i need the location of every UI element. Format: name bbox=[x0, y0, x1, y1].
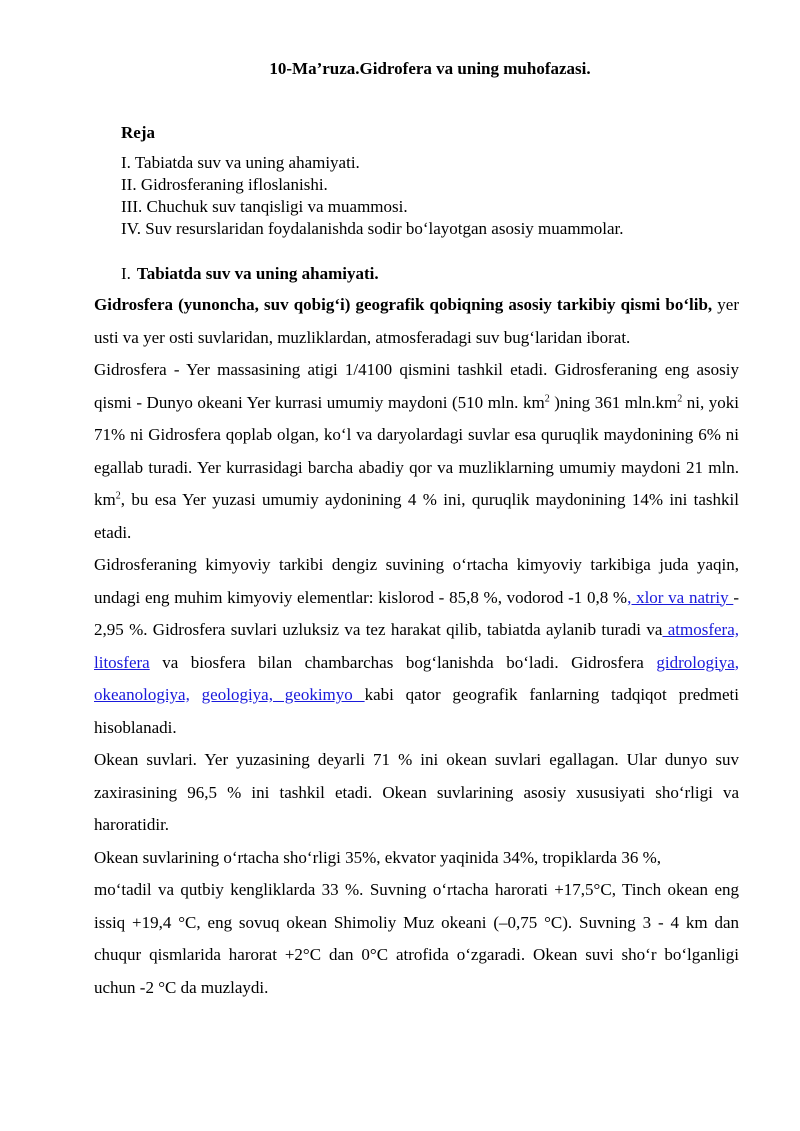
section-title: Tabiatda suv va uning ahamiyati. bbox=[136, 264, 379, 283]
plan-heading: Reja bbox=[121, 123, 155, 142]
chem-text-4 bbox=[190, 685, 202, 704]
area-text-1: Gidrosfera - Yer massasining atigi 1/4100 qismini tashkil etadi. Gidrosferaning eng asosiy qismi - Dunyo okeani Yer kurrasi umumiy maydoni (510 mln. km bbox=[94, 360, 739, 412]
paragraph-ocean-waters: Okean suvlari. Yer yuzasining deyarli 71 % ini okean suvlari egallagan. Ular dunyo suv zaxirasining 96,5 % ini tashkil etadi. Okean suvlarining asosiy xususiyati sho‘rligi va haroratidir. bbox=[94, 750, 739, 834]
body-text bbox=[94, 289, 739, 1004]
plan-item-1: I. Tabiatda suv va uning ahamiyati. bbox=[121, 153, 360, 172]
chem-text-2: - 2,95 %. Gidrosfera suvlari uzluksiz va tez harakat qilib, tabiatda aylanib turadi va bbox=[94, 587, 739, 639]
chem-text-1: Gidrosferaning kimyoviy tarkibi dengiz suvining o‘rtacha kimyoviy tarkibiga juda yaqin, undagi eng muhim kimyoviy elementlar: kislorod - 85,8 %, vodorod -1 0,8 % bbox=[94, 555, 739, 607]
link-geologiya-geokimyo[interactable]: geologiya, geokimyo bbox=[201, 685, 365, 704]
paragraph-ocean-temperature: mo‘tadil va qutbiy kengliklarda 33 %. Suvning o‘rtacha harorati +17,5°C, Tinch okean eng issiq +19,4 °C, eng sovuq okean Shimoliy Muz okeani (–0,75 °C). Suvning 3 - 4 km dan chuqur qismlarida harorat +2°C dan 0°C atrofida o‘zgaradi. Okean suvi sho‘r bo‘lganligi uchun -2 °C da muzlaydi. bbox=[94, 880, 739, 997]
area-text-4: , bu esa Yer yuzasi umumiy aydonining 4 % ini, quruqlik maydonining 14% ini tashkil etadi. bbox=[94, 490, 739, 542]
superscript-2: 2 bbox=[677, 392, 683, 404]
plan-item-2: II. Gidrosferaning ifloslanishi. bbox=[121, 175, 328, 194]
link-xlor-natriy[interactable]: , xlor va natriy bbox=[627, 587, 734, 607]
area-text-2: )ning 361 mln.km bbox=[549, 392, 678, 412]
section-heading bbox=[121, 263, 379, 285]
superscript-2: 2 bbox=[544, 392, 550, 404]
area-text-3: ni, yoki 71% ni Gidrosfera qoplab olgan, ko‘l va daryolardagi suvlar esa quruqlik maydonining 6% ni egallab turadi. Yer kurrasidagi barcha abadiy qor va muzliklarning umumiy maydoni 21 mln. km bbox=[94, 392, 739, 509]
link-gidrologiya-okeanologiya[interactable]: gidrologiya, okeanologiya, bbox=[94, 652, 739, 704]
chem-text-5: kabi qator geografik fanlarning tadqiqot predmeti hisoblanadi. bbox=[94, 685, 740, 737]
paragraph-ocean-salinity: Okean suvlarining o‘rtacha sho‘rligi 35%, ekvator yaqinida 34%, tropiklarda 36 %, bbox=[94, 847, 661, 867]
paragraph-gidrosfera-area bbox=[94, 354, 739, 549]
paragraph-chemical-composition bbox=[94, 549, 739, 744]
chem-text-3: va biosfera bilan chambarchas bog‘lanishda bo‘ladi. Gidrosfera bbox=[149, 652, 657, 672]
definition-text: yer usti va yer osti suvlaridan, muzliklardan, atmosferadagi suv bug‘laridan iborat. bbox=[94, 295, 739, 347]
lecture-title: 10-Ma’ruza.Gidrofera va uning muhofazasi. bbox=[269, 59, 591, 78]
paragraph-gidrosfera-definition bbox=[94, 289, 739, 354]
definition-bold-text: Gidrosfera (yunoncha, suv qobig‘i) geografik qobiqning asosiy tarkibiy qismi bo‘lib, bbox=[94, 295, 713, 314]
link-atmosfera-litosfera[interactable]: atmosfera, litosfera bbox=[94, 620, 739, 672]
plan-section bbox=[121, 122, 741, 240]
section-number: I. bbox=[121, 264, 131, 283]
plan-item-3: III. Chuchuk suv tanqisligi va muammosi. bbox=[121, 197, 408, 216]
superscript-2: 2 bbox=[115, 490, 121, 502]
plan-item-4: IV. Suv resurslaridan foydalanishda sodir bo‘layotgan asosiy muammolar. bbox=[121, 219, 624, 238]
